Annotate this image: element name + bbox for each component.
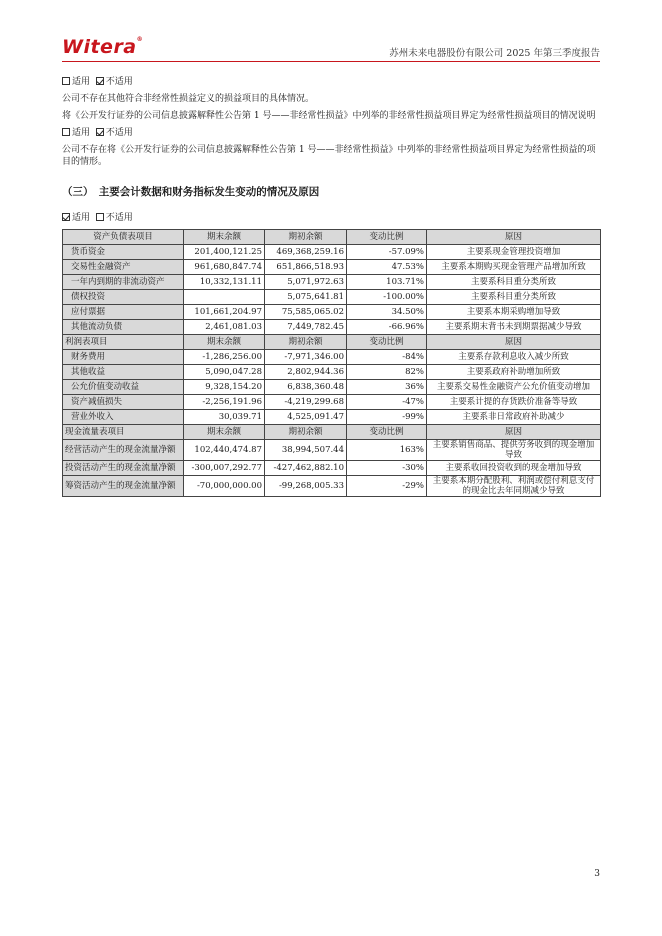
table-row <box>63 410 601 425</box>
applicable-label: 适用 <box>72 128 91 138</box>
table-header-cell: 期初余额 <box>265 230 347 245</box>
ending-balance-cell: 30,039.71 <box>184 410 265 425</box>
ending-balance-cell: 101,661,204.97 <box>184 305 265 320</box>
ending-balance-cell: 5,090,047.28 <box>184 365 265 380</box>
item-name-cell: 经营活动产生的现金流量净额 <box>63 440 184 461</box>
change-ratio-cell: -66.96% <box>347 320 427 335</box>
paragraph-2: 将《公开发行证券的公司信息披露解释性公告第 1 号——非经常性损益》中列举的非经常性损益项目界定为经常性损益项目的情况说明 <box>62 111 596 121</box>
opening-balance-cell: 2,802,944.36 <box>265 365 347 380</box>
item-name-cell: 其他收益 <box>63 365 184 380</box>
change-ratio-cell: 103.71% <box>347 275 427 290</box>
ending-balance-cell: 9,328,154.20 <box>184 380 265 395</box>
item-name-cell: 资产减值损失 <box>63 395 184 410</box>
item-name-cell: 公允价值变动收益 <box>63 380 184 395</box>
opening-balance-cell: 5,071,972.63 <box>265 275 347 290</box>
opening-balance-cell: 6,838,360.48 <box>265 380 347 395</box>
table-row <box>63 440 601 461</box>
change-ratio-cell: -99% <box>347 410 427 425</box>
table-header-cell: 原因 <box>427 335 601 350</box>
change-ratio-cell: 163% <box>347 440 427 461</box>
ending-balance-cell: 201,400,121.25 <box>184 245 265 260</box>
table-header-cell: 期初余额 <box>265 425 347 440</box>
checkbox-row-3 <box>62 212 600 224</box>
report-title: 苏州未来电器股份有限公司 2025 年第三季度报告 <box>389 48 600 59</box>
reason-cell: 主要系现金管理投资增加 <box>427 245 601 260</box>
reason-cell: 主要系非日常政府补助减少 <box>427 410 601 425</box>
opening-balance-cell: 651,866,518.93 <box>265 260 347 275</box>
applicable-label: 适用 <box>72 77 91 87</box>
table-row <box>63 320 601 335</box>
checkbox-row-2 <box>62 127 600 139</box>
change-ratio-cell: -57.09% <box>347 245 427 260</box>
opening-balance-cell: -4,219,299.68 <box>265 395 347 410</box>
checkbox-row-1 <box>62 76 600 88</box>
not-applicable-label: 不适用 <box>105 77 133 87</box>
change-ratio-cell: 82% <box>347 365 427 380</box>
opening-balance-cell: -427,462,882.10 <box>265 461 347 476</box>
table-header-cell: 原因 <box>427 425 601 440</box>
ending-balance-cell: 2,461,081.03 <box>184 320 265 335</box>
company-logo: Witera® <box>62 36 144 58</box>
table-header-row <box>63 335 601 350</box>
reason-cell: 主要系科目重分类所致 <box>427 290 601 305</box>
reason-cell: 主要系计提的存货跌价准备等导致 <box>427 395 601 410</box>
reason-cell: 主要系本期采购增加导致 <box>427 305 601 320</box>
reason-cell: 主要系销售商品、提供劳务收到的现金增加导致 <box>427 440 601 461</box>
table-header-cell: 期初余额 <box>265 335 347 350</box>
not-applicable-label: 不适用 <box>105 128 133 138</box>
checkbox-checked-icon <box>62 213 70 221</box>
page-content <box>62 76 600 497</box>
opening-balance-cell: 75,585,065.02 <box>265 305 347 320</box>
table-header-cell: 期末余额 <box>184 425 265 440</box>
table-header-cell: 现金流量表项目 <box>63 425 184 440</box>
change-ratio-cell: -84% <box>347 350 427 365</box>
reason-cell: 主要系科目重分类所致 <box>427 275 601 290</box>
change-ratio-cell: 34.50% <box>347 305 427 320</box>
table-row <box>63 275 601 290</box>
reason-cell: 主要系本期分配股利、利润或偿付利息支付的现金比去年同期减少导致 <box>427 476 601 497</box>
opening-balance-cell: 38,994,507.44 <box>265 440 347 461</box>
table-header-cell: 利润表项目 <box>63 335 184 350</box>
opening-balance-cell: 7,449,782.45 <box>265 320 347 335</box>
change-ratio-cell: -29% <box>347 476 427 497</box>
table-row <box>63 305 601 320</box>
table-row <box>63 365 601 380</box>
ending-balance-cell: 10,332,131.11 <box>184 275 265 290</box>
page-header <box>62 36 600 60</box>
ending-balance-cell: -1,286,256.00 <box>184 350 265 365</box>
opening-balance-cell: 4,525,091.47 <box>265 410 347 425</box>
checkbox-unchecked-icon <box>62 77 70 85</box>
table-header-cell: 原因 <box>427 230 601 245</box>
opening-balance-cell: 5,075,641.81 <box>265 290 347 305</box>
reason-cell: 主要系政府补助增加所致 <box>427 365 601 380</box>
checkbox-checked-icon <box>96 128 104 136</box>
item-name-cell: 应付票据 <box>63 305 184 320</box>
opening-balance-cell: -99,268,005.33 <box>265 476 347 497</box>
reason-cell: 主要系本期购买现金管理产品增加所致 <box>427 260 601 275</box>
table-row <box>63 476 601 497</box>
financial-change-table <box>62 229 601 497</box>
table-header-row <box>63 425 601 440</box>
ending-balance-cell: -300,007,292.77 <box>184 461 265 476</box>
paragraph-1: 公司不存在其他符合非经常性损益定义的损益项目的具体情况。 <box>62 94 315 104</box>
reason-cell: 主要系交易性金融资产公允价值变动增加 <box>427 380 601 395</box>
opening-balance-cell: -7,971,346.00 <box>265 350 347 365</box>
table-row <box>63 380 601 395</box>
table-row <box>63 461 601 476</box>
table-row <box>63 290 601 305</box>
ending-balance-cell <box>184 290 265 305</box>
table-header-cell: 变动比例 <box>347 335 427 350</box>
reason-cell: 主要系存款利息收入减少所致 <box>427 350 601 365</box>
table-row <box>63 350 601 365</box>
table-row <box>63 245 601 260</box>
checkbox-unchecked-icon <box>96 213 104 221</box>
ending-balance-cell: -70,000,000.00 <box>184 476 265 497</box>
item-name-cell: 债权投资 <box>63 290 184 305</box>
change-ratio-cell: -47% <box>347 395 427 410</box>
checkbox-unchecked-icon <box>62 128 70 136</box>
table-header-cell: 期末余额 <box>184 335 265 350</box>
item-name-cell: 一年内到期的非流动资产 <box>63 275 184 290</box>
paragraph-3: 公司不存在将《公开发行证券的公司信息披露解释性公告第 1 号——非经常性损益》中列举的非经常性损益项目界定为经常性损益的项目的情形。 <box>62 145 596 167</box>
reason-cell: 主要系期末背书未到期票据减少导致 <box>427 320 601 335</box>
table-header-cell: 变动比例 <box>347 230 427 245</box>
change-ratio-cell: 47.53% <box>347 260 427 275</box>
item-name-cell: 财务费用 <box>63 350 184 365</box>
reason-cell: 主要系收回投资收到的现金增加导致 <box>427 461 601 476</box>
ending-balance-cell: 102,440,474.87 <box>184 440 265 461</box>
item-name-cell: 交易性金融资产 <box>63 260 184 275</box>
section-title: （三） 主要会计数据和财务指标发生变动的情况及原因 <box>62 186 320 198</box>
item-name-cell: 筹资活动产生的现金流量净额 <box>63 476 184 497</box>
ending-balance-cell: 961,680,847.74 <box>184 260 265 275</box>
table-row <box>63 260 601 275</box>
not-applicable-label: 不适用 <box>105 213 133 223</box>
ending-balance-cell: -2,256,191.96 <box>184 395 265 410</box>
item-name-cell: 货币资金 <box>63 245 184 260</box>
item-name-cell: 营业外收入 <box>63 410 184 425</box>
page-number: 3 <box>594 869 600 879</box>
table-header-cell: 变动比例 <box>347 425 427 440</box>
header-divider <box>62 61 600 62</box>
item-name-cell: 其他流动负债 <box>63 320 184 335</box>
item-name-cell: 投资活动产生的现金流量净额 <box>63 461 184 476</box>
change-ratio-cell: -30% <box>347 461 427 476</box>
checkbox-checked-icon <box>96 77 104 85</box>
table-row <box>63 395 601 410</box>
table-header-cell: 资产负债表项目 <box>63 230 184 245</box>
applicable-label: 适用 <box>72 213 91 223</box>
opening-balance-cell: 469,368,259.16 <box>265 245 347 260</box>
change-ratio-cell: -100.00% <box>347 290 427 305</box>
table-header-row <box>63 230 601 245</box>
table-header-cell: 期末余额 <box>184 230 265 245</box>
change-ratio-cell: 36% <box>347 380 427 395</box>
